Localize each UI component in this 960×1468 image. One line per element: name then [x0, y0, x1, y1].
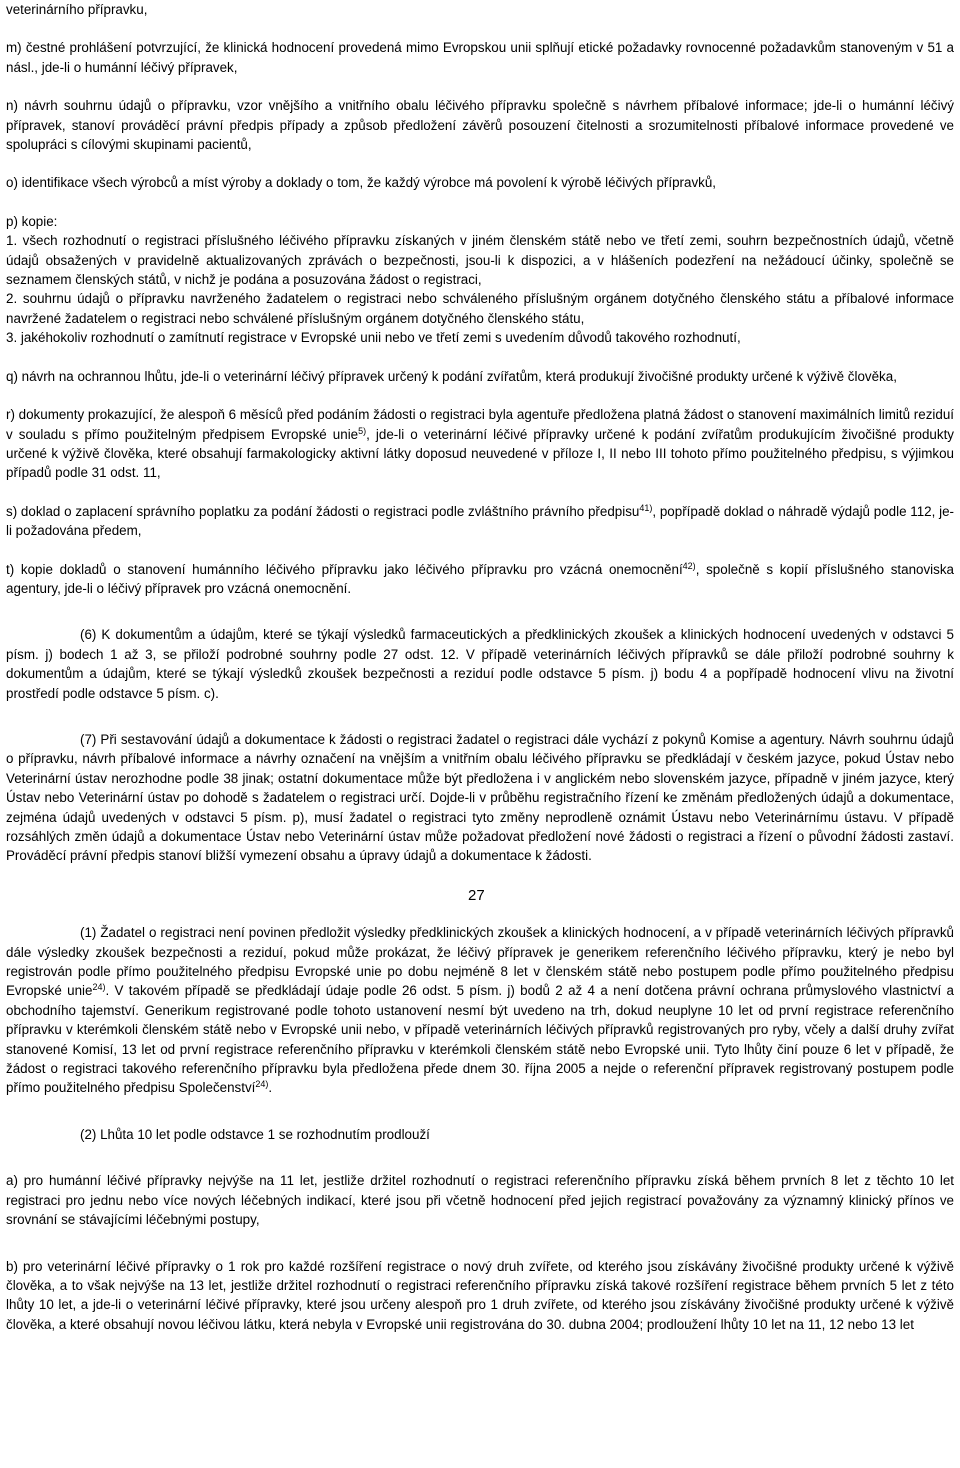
paragraph-q: q) návrh na ochrannou lhůtu, jde-li o veterinární léčivý přípravek určený k podání zvířatům, která produkují živočišné produkty určené k výživě člověka, — [6, 368, 897, 384]
footnote-ref: 24) — [255, 1079, 269, 1090]
paragraph-p-item-2: 2. souhrnu údajů o přípravku navrženého žadatelem o registraci nebo schváleného příslušným orgánem dotyčného členského státu a příbalové informace navržené žadatelem o registraci nebo schválené příslušným orgánem dotyčného členského státu, — [6, 291, 954, 326]
footnote-ref: 42) — [682, 560, 696, 571]
paragraph-r — [6, 405, 954, 483]
paragraph-p-item-3: 3. jakéhokoliv rozhodnutí o zamítnutí registrace v Evropské unii nebo ve třetí zemi s uvedením důvodů takového rozhodnutí, — [6, 330, 741, 346]
footnote-ref: 5) — [358, 425, 367, 436]
paragraph-r-text-a: r) dokumenty prokazující, že alespoň 6 měsíců před podáním žádosti o registraci byla agentuře předložena platná žádost o stanovení maximálních limitů reziduí v souladu s přímo použitelným předpisem Evropské unie — [6, 407, 954, 442]
paragraph-p-item-1: 1. všech rozhodnutí o registraci příslušného léčivého přípravku získaných v jiném členském státě nebo ve třetí zemi, souhrn bezpečnostních údajů, včetně údajů obsažených v pravidelně aktualizovaných zprávách o bezpečnosti, jsou-li k dispozici, a v hlášeních podezření na nežádoucí účinky, společně se seznamem členských států, v nichž je podána a posuzována žádost o registraci, — [6, 233, 954, 288]
paragraph-27-2: (2) Lhůta 10 let podle odstavce 1 se rozhodnutím prodlouží — [80, 1126, 430, 1142]
paragraph-t-text-a: t) kopie dokladů o stanovení humánního léčivého přípravku jako léčivého přípravku pro vzácná onemocnění — [6, 561, 683, 577]
paragraph-t — [6, 560, 954, 599]
footnote-ref: 41) — [639, 502, 653, 513]
paragraph-27-2-a: a) pro humánní léčivé přípravky nejvýše na 11 let, jestliže držitel rozhodnutí o registraci referenčního přípravku získá během prvních 8 let z těchto 10 let registraci pro jednu nebo více nových léčebných indikací, které jsou při včetně hodnocení před jejich registrací považovány za významný klinický přínos ve srovnání se stávajícími léčebnými postupy, — [6, 1173, 954, 1228]
paragraph-6: (6) K dokumentům a údajům, které se týkají výsledků farmaceutických a předklinických zkoušek a klinických hodnocení uvedených v odstavci 5 písm. j) bodech 1 až 3, se přiloží podrobné souhrny podle 27 odst. 12. V případě veterinárních léčivých přípravků se dále přiloží podrobné souhrny k dokumentům a údajům, které se týkají výsledků zkoušek bezpečnosti a reziduí podle odstavce 5 písm. j) bodu 4 a popřípadě hodnocení vlivu na životní prostředí podle odstavce 5 písm. c). — [6, 627, 954, 701]
paragraph-r-text-b: , jde-li o veterinární léčivé přípravky určené k podání zvířatům produkujícím živočišné produkty určené k výživě člověka, které obsahují farmakologicky aktivní látky doposud neuvedené v příloze I, II nebo III tohoto přímo použitelného předpisu, s výjimkou případů podle 31 odst. 11, — [6, 426, 954, 481]
paragraph-o: o) identifikace všech výrobců a míst výroby a doklady o tom, že každý výrobce má povolení k výrobě léčivých přípravků, — [6, 175, 717, 191]
paragraph-27-1-text-b: . V takovém případě se předkládají údaje podle 26 odst. 5 písm. j) bodů 2 až 4 a není dotčena právní ochrana průmyslového vlastnictví a obchodního tajemství. Generikum registrované podle tohoto ustanovení nesmí být uvedeno na trh, dokud neuplyne 10 let od první registrace referenčního přípravku v kterémkoli členském státě nebo v Evropské unii nebo, v případě veterinárních léčivých přípravků registrovaných pro ryby, včely a další druhy zvířat stanovené Komisí, 13 let od první registrace referenčního přípravku v kterémkoli členském státě nebo Evropské unii. Tyto lhůty činí pouze 6 let v případě, že žádost o registraci takového referenčního přípravku byla předložena přede dnem 30. října 2005 a nejde o referenční přípravek registrovaný postupem podle přímo použitelného předpisu Společenství — [6, 983, 954, 1096]
paragraph-27-1-text-c: . — [268, 1080, 273, 1096]
paragraph-27-1 — [6, 923, 954, 1098]
paragraph-p-heading: p) kopie: — [6, 213, 58, 229]
paragraph-s-text-a: s) doklad o zaplacení správního poplatku za podání žádosti o registraci podle zvláštního právního předpisu — [6, 503, 640, 519]
paragraph-s-text-b: , popřípadě doklad o náhradě výdajů podle 112, je-li požadována předem, — [6, 503, 954, 539]
section-number: 27 — [468, 886, 485, 904]
paragraph-27-1-text-a: (1) Žadatel o registraci není povinen předložit výsledky předklinických zkoušek a klinických hodnocení, a v případě veterinárních léčivých přípravků dále výsledky zkoušek bezpečnosti a reziduí, pokud může prokázat, že léčivý přípravek je generikem referenčního léčivého přípravku, který je nebo byl registrován podle přímo použitelného předpisu Evropské unie po dobu nejméně 8 let v členském státě nebo postupem podle přímo použitelného předpisu Evropské unie — [6, 925, 954, 999]
footnote-ref: 24) — [92, 982, 106, 993]
paragraph-n: n) návrh souhrnu údajů o přípravku, vzor vnějšího a vnitřního obalu léčivého přípravku společně s návrhem příbalové informace; jde-li o humánní léčivý přípravek, stanoví prováděcí právní předpis případy a způsob předložení závěrů posouzení čitelnosti a srozumitelnosti příbalové informace provedené ve spolupráci s cílovými skupinami pacientů, — [6, 98, 954, 153]
paragraph-continuation: veterinárního přípravku, — [6, 2, 148, 17]
paragraph-7: (7) Při sestavování údajů a dokumentace k žádosti o registraci žadatel o registraci dále vychází z pokynů Komise a agentury. Návrh souhrnu údajů o přípravku, návrh příbalové informace a návrhy označení na vnějším a vnitřním obalu léčivého přípravku se předkládají v českém jazyce, pokud Ústav nebo Veterinární ústav nerozhodne podle 38 jinak; ostatní dokumentace může být předložena i v anglickém nebo slovenském jazyce, případně v jiném jazyce, který Ústav nebo Veterinární ústav po dohodě s žadatelem o registraci určí. Dojde-li v průběhu registračního řízení ke změnám předložených údajů a dokumentace, zejména údajů uvedených v odstavci 5 písm. p), musí žadatel o registraci tyto změny neprodleně oznámit Ústavu nebo Veterinárnímu ústavu. V případě rozsáhlých změn údajů a dokumentace Ústav nebo Veterinární ústav může požadovat předložení nové žádosti o registraci a řízení o původní žádosti zastaví. Prováděcí právní předpis stanoví bližší vymezení obsahu a úpravy údajů a dokumentace k žádosti. — [6, 731, 954, 864]
paragraph-m: m) čestné prohlášení potvrzující, že klinická hodnocení provedená mimo Evropskou unii splňují etické požadavky rovnocenné požadavkům stanoveným v 51 a násl., jde-li o humánní léčivý přípravek, — [6, 40, 954, 75]
section-heading-27 — [6, 886, 954, 905]
paragraph-t-text-b: , společně s kopií příslušného stanoviska agentury, jde-li o léčivý přípravek pro vzácná onemocnění. — [6, 561, 954, 596]
paragraph-s — [6, 502, 954, 541]
paragraph-27-2-b: b) pro veterinární léčivé přípravky o 1 rok pro každé rozšíření registrace o nový druh zvířete, od kterého jsou získávány živočišné produkty určené k výživě člověka, a to však nejvýše na 13 let, jestliže držitel rozhodnutí o registraci referenčního přípravku získá takové rozšíření registrace během prvních 5 let z této lhůty 10 let, a jde-li o veterinární léčivé přípravky, které jsou určeny alespoň pro 1 druh zvířete, od kterého jsou získávány živočišné produkty určené k výživě člověka, a které obsahují novou léčivou látku, která nebyla v Evropské unii registrována do 30. dubna 2004; prodloužení lhůty 10 let na 11, 12 nebo 13 let — [6, 1258, 954, 1332]
